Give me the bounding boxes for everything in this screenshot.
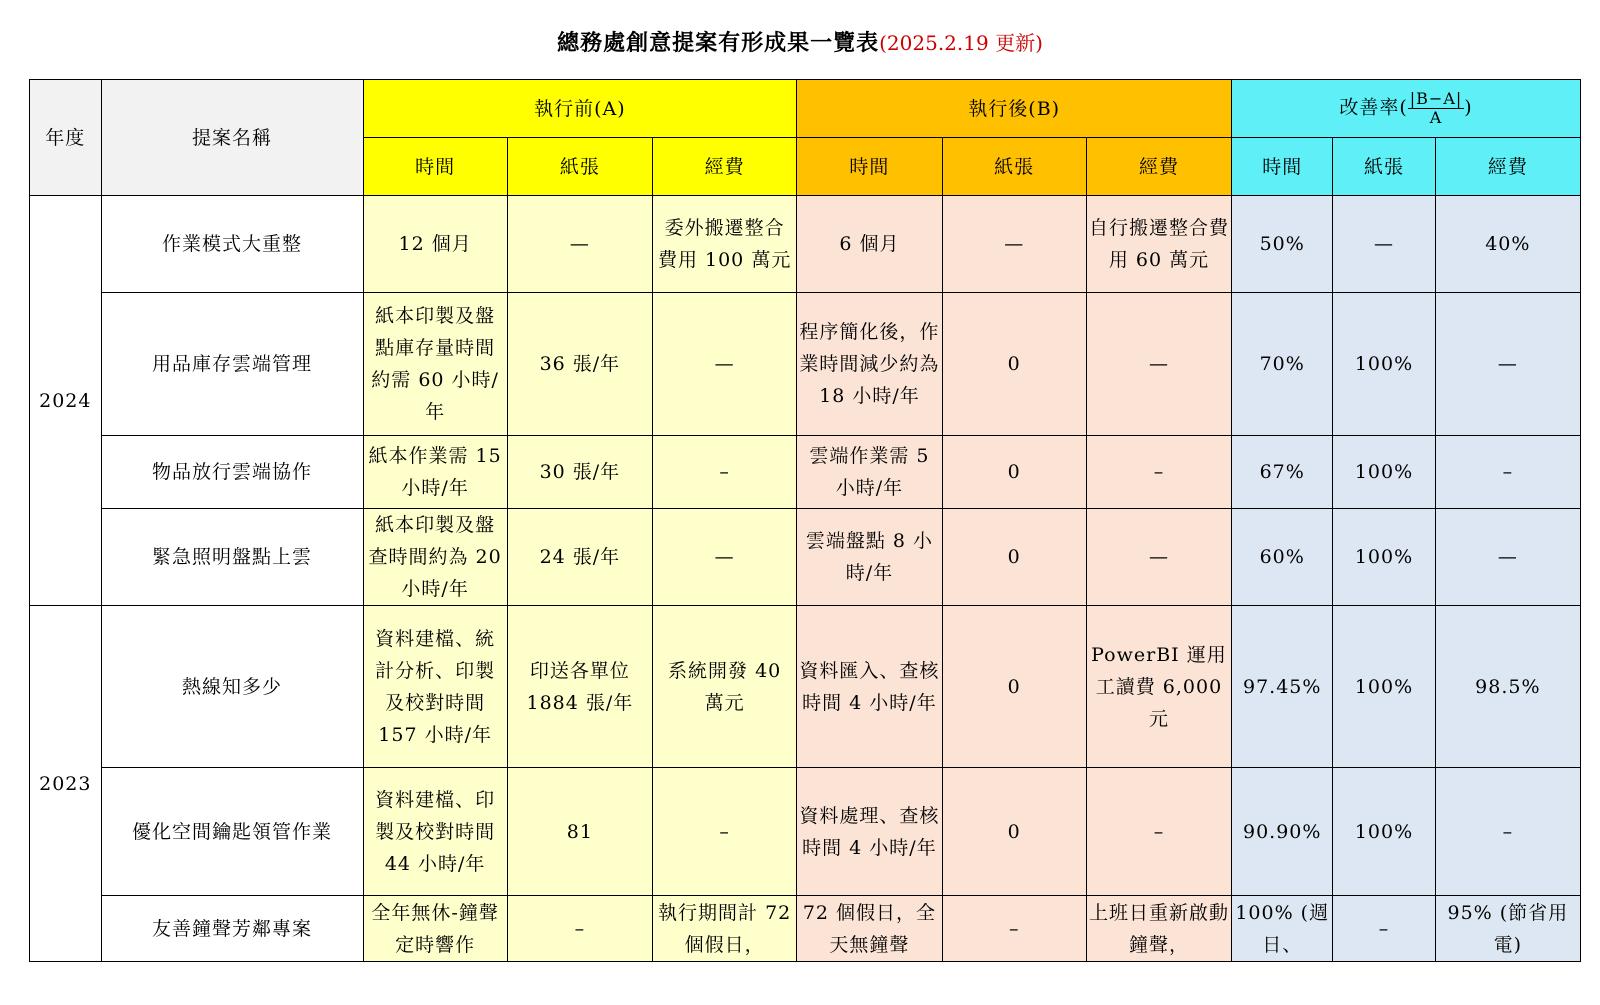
page-title (0, 26, 1600, 57)
before-cost: 執行期間計 72 個假日， (653, 896, 797, 962)
after-cost: PowerBI 運用工讀費 6,000 元 (1086, 606, 1231, 768)
rate-time: 70% (1232, 293, 1333, 436)
header-after: 執行後(B) (797, 80, 1232, 138)
after-cost: – (1086, 436, 1231, 509)
rate-paper: 100% (1333, 293, 1435, 436)
after-paper: – (942, 896, 1086, 962)
before-paper: 30 張/年 (507, 436, 652, 509)
after-time: 雲端作業需 5 小時/年 (797, 436, 942, 509)
header-after-paper: 紙張 (942, 138, 1086, 196)
results-table (29, 79, 1581, 962)
header-before: 執行前(A) (363, 80, 797, 138)
table-row (30, 768, 1581, 896)
before-cost: – (653, 768, 797, 896)
year-2023: 2023 (30, 606, 102, 962)
rate-paper: – (1333, 896, 1435, 962)
proposal-name: 友善鐘聲芳鄰專案 (101, 896, 363, 962)
before-time: 紙本印製及盤查時間約為 20 小時/年 (363, 509, 507, 606)
before-paper: – (507, 896, 652, 962)
before-time: 紙本印製及盤點庫存量時間約需 60 小時/年 (363, 293, 507, 436)
rate-denominator: A (1429, 108, 1443, 127)
proposal-name: 物品放行雲端協作 (101, 436, 363, 509)
rate-prefix: 改善率( (1339, 96, 1408, 119)
header-row-1 (30, 80, 1581, 138)
proposal-name: 作業模式大重整 (101, 196, 363, 293)
rate-cost: – (1435, 768, 1580, 896)
rate-time: 60% (1232, 509, 1333, 606)
table-row (30, 293, 1581, 436)
proposal-name: 優化空間鑰匙領管作業 (101, 768, 363, 896)
after-time: 6 個月 (797, 196, 942, 293)
after-paper: 0 (942, 606, 1086, 768)
before-time: 資料建檔、印製及校對時間 44 小時/年 (363, 768, 507, 896)
after-time: 雲端盤點 8 小時/年 (797, 509, 942, 606)
rate-fraction (1408, 90, 1465, 127)
header-after-cost: 經費 (1086, 138, 1231, 196)
header-proposal-name: 提案名稱 (101, 80, 363, 196)
rate-cost: 98.5% (1435, 606, 1580, 768)
proposal-name: 熱線知多少 (101, 606, 363, 768)
header-rate-time: 時間 (1232, 138, 1333, 196)
table-row (30, 436, 1581, 509)
rate-cost: — (1435, 509, 1580, 606)
table-row (30, 606, 1581, 768)
rate-time: 90.90% (1232, 768, 1333, 896)
rate-time: 50% (1232, 196, 1333, 293)
rate-paper: 100% (1333, 436, 1435, 509)
header-year: 年度 (30, 80, 102, 196)
before-paper: 36 張/年 (507, 293, 652, 436)
year-2024: 2024 (30, 196, 102, 606)
after-paper: 0 (942, 293, 1086, 436)
after-time: 程序簡化後，作業時間減少約為 18 小時/年 (797, 293, 942, 436)
before-paper: 24 張/年 (507, 509, 652, 606)
after-paper: 0 (942, 768, 1086, 896)
after-paper: 0 (942, 436, 1086, 509)
table-row (30, 896, 1581, 962)
rate-paper: 100% (1333, 606, 1435, 768)
rate-cost: 40% (1435, 196, 1580, 293)
before-time: 紙本作業需 15 小時/年 (363, 436, 507, 509)
after-cost: – (1086, 768, 1231, 896)
title-main: 總務處創意提案有形成果一覽表 (557, 30, 880, 56)
before-cost: — (653, 509, 797, 606)
after-paper: — (942, 196, 1086, 293)
rate-time: 100% (週日、 (1232, 896, 1333, 962)
proposal-name: 緊急照明盤點上雲 (101, 509, 363, 606)
rate-paper: 100% (1333, 509, 1435, 606)
before-paper: 印送各單位 1884 張/年 (507, 606, 652, 768)
proposal-name: 用品庫存雲端管理 (101, 293, 363, 436)
after-time: 72 個假日，全天無鐘聲 (797, 896, 942, 962)
rate-paper: — (1333, 196, 1435, 293)
before-paper: — (507, 196, 652, 293)
header-after-time: 時間 (797, 138, 942, 196)
header-before-time: 時間 (363, 138, 507, 196)
rate-time: 97.45% (1232, 606, 1333, 768)
after-cost: 自行搬遷整合費用 60 萬元 (1086, 196, 1231, 293)
before-time: 資料建檔、統計分析、印製及校對時間 157 小時/年 (363, 606, 507, 768)
after-cost: — (1086, 293, 1231, 436)
rate-time: 67% (1232, 436, 1333, 509)
header-rate-paper: 紙張 (1333, 138, 1435, 196)
table-row (30, 196, 1581, 293)
rate-suffix: ) (1464, 96, 1473, 119)
before-cost: 委外搬遷整合費用 100 萬元 (653, 196, 797, 293)
after-cost: — (1086, 509, 1231, 606)
rate-cost: 95% (節省用電) (1435, 896, 1580, 962)
before-paper: 81 (507, 768, 652, 896)
header-before-paper: 紙張 (507, 138, 652, 196)
after-paper: 0 (942, 509, 1086, 606)
table-row (30, 509, 1581, 606)
after-time: 資料匯入、查核時間 4 小時/年 (797, 606, 942, 768)
header-rate-cost: 經費 (1435, 138, 1580, 196)
header-improvement-rate (1232, 80, 1581, 138)
rate-paper: 100% (1333, 768, 1435, 896)
after-time: 資料處理、查核時間 4 小時/年 (797, 768, 942, 896)
rate-numerator: |B−A| (1409, 89, 1463, 108)
rate-cost: – (1435, 436, 1580, 509)
title-updated: (2025.2.19 更新) (879, 31, 1043, 55)
before-time: 全年無休-鐘聲定時響作 (363, 896, 507, 962)
before-cost: – (653, 436, 797, 509)
before-time: 12 個月 (363, 196, 507, 293)
before-cost: — (653, 293, 797, 436)
rate-cost: — (1435, 293, 1580, 436)
after-cost: 上班日重新啟動鐘聲， (1086, 896, 1231, 962)
header-before-cost: 經費 (653, 138, 797, 196)
before-cost: 系統開發 40 萬元 (653, 606, 797, 768)
